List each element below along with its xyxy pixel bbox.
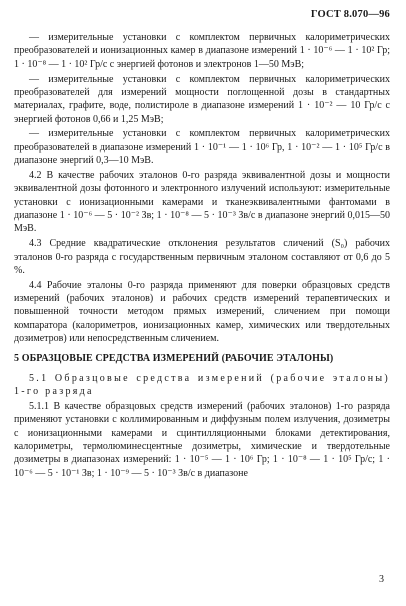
paragraph-4-3: 4.3 Средние квадратические отклонения результатов сличений (S₀) рабочих эталонов 0-го разряда с государственным первичным эталоном составляют от 0,6 до 5 %. (14, 238, 390, 276)
paragraph-calorimetric-range: — измерительные установки с комплектом первичных калориметрических преобразователей в диапазоне измерений 1 · 10⁻¹ — 1 · 10⁶ Гр, 1 · 10⁻² — 1 · 10⁵ Гр/с в диапазоне энергий 0,3—10 МэВ. (14, 128, 390, 167)
paragraph-4-4: 4.4 Рабочие эталоны 0-го разряда применяют для поверки образцовых средств измерений (рабочих эталонов) и рабочих средств измерений терапевтических и повышенной точности методом прямых измерений, сличением при помощи компаратора (калориметров, ионизационных камер, химических или твердотельных дозиметров) или непосредственным сличением. (14, 279, 390, 345)
standard-id: ГОСТ 8.070—96 (310, 9, 390, 20)
paragraph-calorimetric-ionization: — измерительные установки с комплектом первичных калориметрических преобразователей и ионизационных камер в диапазоне измерений 1 · 10⁻⁶ — 1 · 10² Гр; 1 · 10⁻⁸ — 1 · 10² Гр/с с энергией фотонов и электронов 1—50 МэВ; (14, 32, 390, 70)
paragraph-4-2: 4.2 В качестве рабочих эталонов 0-го разряда эквивалентной дозы и мощности эквивалентной дозы фотонного и электронного излучений используют: измерительные установки с ионизационными камерами и тканеэквивалентными фантомами в диапазоне 1 · 10⁻⁶ — 5 · 10⁻² Зв; 1 · 10⁻⁸ — 5 · 10⁻³ Зв/с в диапазоне энергий 0,015—50 МэВ. (14, 169, 390, 235)
paragraph-absorbed-dose-rate: — измерительные установки с комплектом первичных калориметрических преобразователей для измерений мощности поглощенной дозы в стандартных материалах, графите, воде, полистироле в диапазоне измерений 1 · 10⁻² — 10 Гр/с с энергией фотонов 0,66 и 1,25 МэВ; (14, 73, 390, 125)
paragraph-5-1-1: 5.1.1 В качестве образцовых средств измерений (рабочих эталонов) 1-го разряда применяют установки с коллимированным и диффузным полем излучения, дозиметры с ионизационными камерами и сцинтилляционными блоками детектирования, калориметры, термолюминесцентные дозиметры, химические и твердотельные дозиметры в диапазонах измерений: 1 · 10⁻⁵ — 1 · 10⁶ Гр; 1 · 10⁻⁸ — 1 · 10⁵ Гр/с; 1 · 10⁻⁶ — 5 · 10⁻¹ Зв; 1 · 10⁻⁹ — 5 · 10⁻³ Зв/с в диапазоне (14, 400, 390, 479)
page-number: 3 (379, 574, 384, 585)
document-body (14, 31, 390, 482)
subsection-title: 5.1 Образцовые средства измерений (рабочие эталоны) 1-го разряда (14, 372, 390, 398)
section-heading: 5 ОБРАЗЦОВЫЕ СРЕДСТВА ИЗМЕРЕНИЙ (РАБОЧИЕ ЭТАЛОНЫ) (14, 353, 334, 365)
